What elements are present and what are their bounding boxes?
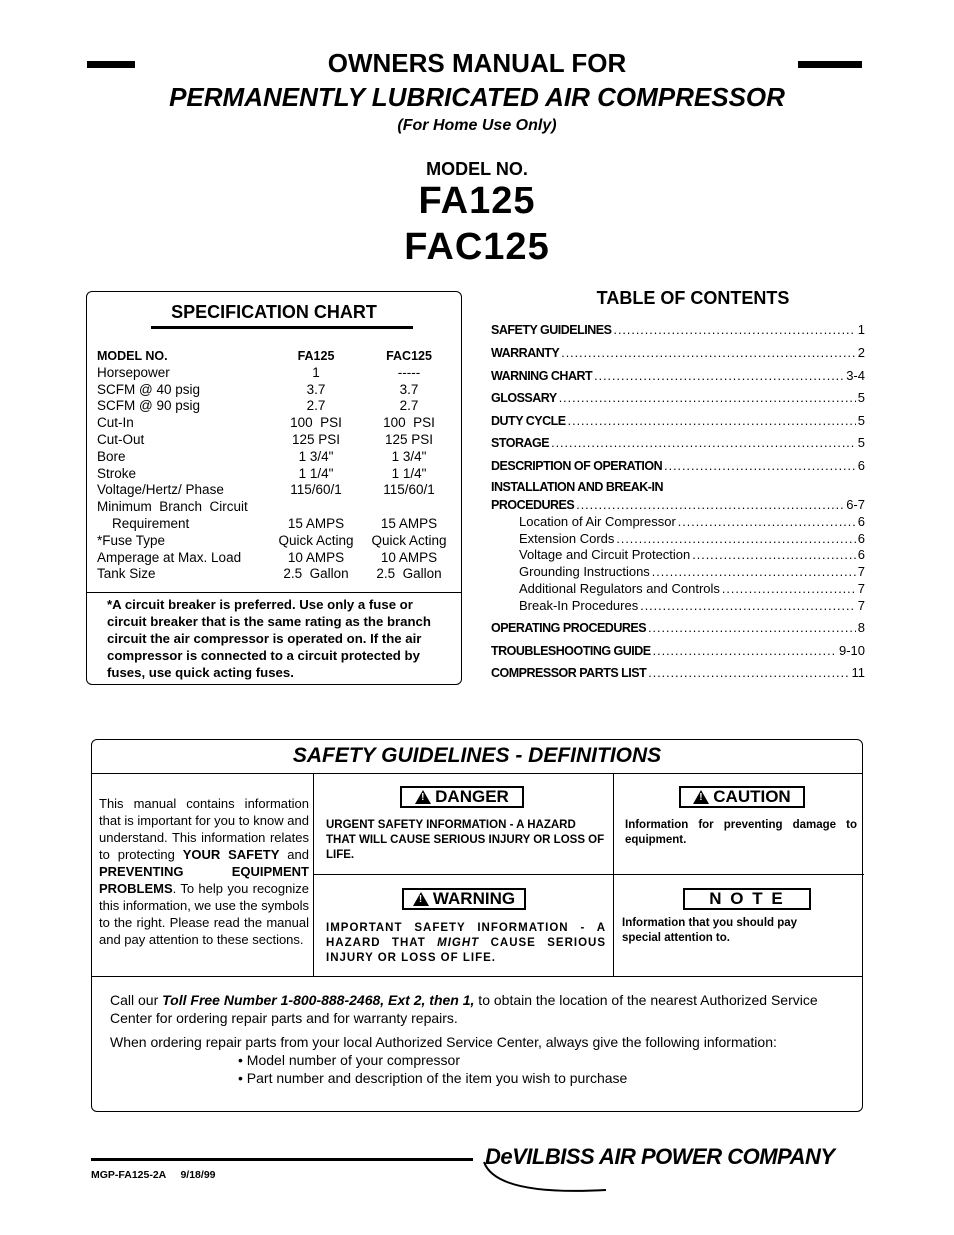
- spec-label: Horsepower: [97, 364, 170, 380]
- toc-label: Break-In Procedures: [519, 598, 639, 613]
- spec-value: 15 AMPS: [287, 515, 345, 531]
- toc-page: 6-7: [846, 497, 865, 512]
- company-logo: DeVILBISS AIR POWER COMPANY: [485, 1144, 835, 1169]
- toc-label: PROCEDURES: [491, 498, 575, 512]
- toc-leader: [551, 436, 856, 450]
- toc-label: TROUBLESHOOTING GUIDE: [491, 644, 651, 658]
- toc-leader: [576, 498, 844, 512]
- footer-rule: [91, 1158, 473, 1161]
- spec-value: 1 1/4": [391, 465, 427, 481]
- spec-label: Minimum Branch Circuit: [97, 499, 248, 515]
- divider: [313, 874, 864, 875]
- toc-entry: [519, 598, 865, 614]
- spec-row: [97, 516, 453, 533]
- warning-text: IMPORTANT SAFETY INFORMATION - A HAZARD THAT MIGHT CAUSE SERIOUS INJURY OR LOSS OF LIFE.: [326, 922, 606, 964]
- logo-swoosh: [476, 1160, 616, 1200]
- spec-value: 10 AMPS: [287, 549, 345, 565]
- toc-page: 3-4: [846, 368, 865, 383]
- spec-row: [97, 466, 453, 483]
- spec-row: [97, 398, 453, 415]
- spec-label: Cut-Out: [97, 431, 145, 447]
- toc-label: GLOSSARY: [491, 391, 557, 405]
- spec-value: 1 3/4": [298, 448, 334, 464]
- spec-label: Voltage/Hertz/ Phase: [97, 482, 224, 498]
- toc-entry: [491, 643, 865, 659]
- spec-label: Cut-In: [97, 415, 134, 431]
- toc-page: 5: [857, 413, 865, 428]
- toc-leader: [559, 391, 856, 405]
- spec-value: 1 1/4": [298, 465, 334, 481]
- spec-value: 115/60/1: [290, 482, 342, 498]
- spec-value: Quick Acting: [278, 532, 354, 548]
- toc-entry: [491, 497, 865, 513]
- spec-row: [97, 566, 453, 583]
- specification-chart: [86, 291, 462, 685]
- spec-divider: [87, 592, 461, 593]
- spec-value: FA125: [297, 349, 335, 363]
- divider: [92, 976, 862, 977]
- toc-leader: [561, 346, 856, 360]
- toc-label: WARNING CHART: [491, 369, 593, 383]
- toc-entry: [491, 368, 865, 384]
- toc-title: TABLE OF CONTENTS: [596, 288, 790, 308]
- spec-row: [97, 432, 453, 449]
- spec-value: 115/60/1: [383, 482, 435, 498]
- toc-page: 8: [857, 620, 865, 635]
- spec-row: [97, 382, 453, 399]
- spec-row: [97, 482, 453, 499]
- toc-entry: [519, 581, 865, 597]
- toc-entry: [519, 547, 865, 563]
- title-line1: OWNERS MANUAL FOR: [327, 48, 627, 78]
- warning-triangle-icon: [413, 892, 429, 906]
- toc-entry: [491, 322, 865, 338]
- toc-label: DESCRIPTION OF OPERATION: [491, 459, 663, 473]
- model-number-2: FAC125: [404, 226, 550, 268]
- spec-value: 3.7: [306, 381, 326, 397]
- toc-leader: [722, 582, 856, 596]
- toc-leader: [678, 515, 856, 529]
- divider: [92, 773, 862, 774]
- spec-row: [97, 449, 453, 466]
- toc-entry: [519, 564, 865, 580]
- document-code: MGP-FA125-2A 9/18/99: [91, 1169, 216, 1181]
- toc-label: Voltage and Circuit Protection: [519, 547, 691, 562]
- spec-label: Tank Size: [97, 566, 156, 582]
- spec-label: SCFM @ 90 psig: [97, 398, 200, 414]
- safety-intro: This manual contains information that is important for you to know and understand. This information relates to protecting YOUR SAFETY and PREVENTING EQUIPMENT PROBLEMS. To help you recognize this information, we use the symbols to the right. Please read the manual and pay attention to these sections.: [99, 796, 309, 947]
- toc-leader: [664, 459, 856, 473]
- toc-entry: [519, 531, 865, 547]
- spec-label: SCFM @ 40 psig: [97, 381, 200, 397]
- toc-entry: [491, 480, 865, 496]
- spec-value: 125 PSI: [291, 431, 341, 447]
- spec-label: MODEL NO.: [97, 349, 168, 363]
- spec-label: Requirement: [97, 515, 190, 531]
- spec-value: FAC125: [386, 349, 432, 363]
- caution-text: Information for preventing damage to equipment.: [625, 819, 857, 846]
- note-label: N O T E: [709, 889, 785, 908]
- toc-label: SAFETY GUIDELINES: [491, 323, 612, 337]
- toc-leader: [648, 666, 849, 680]
- toc-label: Extension Cords: [519, 531, 615, 546]
- toc-entry: [491, 413, 865, 429]
- toc-label: STORAGE: [491, 436, 550, 450]
- spec-value: [267, 499, 365, 516]
- spec-value: [365, 499, 453, 516]
- spec-value: 2.5 Gallon: [376, 566, 442, 582]
- toc-leader: [568, 414, 856, 428]
- spec-row: [97, 365, 453, 382]
- spec-table: [97, 348, 453, 583]
- toc-label: Location of Air Compressor: [519, 514, 676, 529]
- toc-label: WARRANTY: [491, 346, 560, 360]
- spec-row: [97, 533, 453, 550]
- toc-page: 5: [857, 435, 865, 450]
- toc-page: 6: [857, 547, 865, 562]
- toc-leader: [616, 532, 855, 546]
- toc-leader: [594, 369, 844, 383]
- toc-entry: [491, 458, 865, 474]
- list-item: • Part number and description of the item you wish to purchase: [238, 1070, 628, 1086]
- caution-label-box: [679, 786, 805, 808]
- list-item: • Model number of your compressor: [238, 1052, 460, 1068]
- warning-triangle-icon: [415, 790, 431, 804]
- toc-entry: [491, 435, 865, 451]
- danger-label-box: [400, 786, 524, 808]
- spec-label: Bore: [97, 448, 126, 464]
- toc-label: Grounding Instructions: [519, 564, 650, 579]
- toc-page: 2: [857, 345, 865, 360]
- note-text: Information that you should pay special attention to.: [622, 917, 798, 944]
- warning-triangle-icon: [693, 790, 709, 804]
- toc-label: COMPRESSOR PARTS LIST: [491, 666, 647, 680]
- toc-page: 7: [857, 598, 865, 613]
- toc-page: 9-10: [838, 643, 865, 658]
- toc-entry: [491, 620, 865, 636]
- spec-label: Amperage at Max. Load: [97, 549, 242, 565]
- toc-leader: [692, 548, 855, 562]
- spec-row: [97, 550, 453, 567]
- danger-label: DANGER: [435, 787, 509, 806]
- toc-page: 7: [857, 581, 865, 596]
- spec-title-underline: [151, 326, 413, 329]
- spec-row: [97, 499, 453, 516]
- toc-leader: [653, 644, 837, 658]
- toc-label: OPERATING PROCEDURES: [491, 621, 647, 635]
- spec-value: 100 PSI: [290, 415, 342, 431]
- safety-title: SAFETY GUIDELINES - DEFINITIONS: [292, 744, 662, 767]
- note-label-box: [683, 888, 811, 910]
- toc-page: 11: [851, 665, 865, 680]
- toc-page: 6: [857, 458, 865, 473]
- toc-page: 7: [857, 564, 865, 579]
- toc-leader: [613, 323, 855, 337]
- toc-leader: [640, 599, 856, 613]
- spec-label: *Fuse Type: [97, 532, 166, 548]
- toc-entry: [491, 665, 865, 681]
- spec-value: -----: [397, 364, 421, 380]
- toc-page: 1: [857, 322, 865, 337]
- toc-entry: [519, 514, 865, 530]
- toc-page: 5: [857, 390, 865, 405]
- spec-value: 1: [312, 364, 320, 380]
- subtitle: (For Home Use Only): [397, 117, 557, 134]
- model-number-1: FA125: [418, 180, 536, 222]
- spec-row: [97, 415, 453, 432]
- toc-label: INSTALLATION AND BREAK-IN: [491, 480, 663, 494]
- spec-value: 125 PSI: [384, 431, 434, 447]
- spec-value: 3.7: [399, 381, 419, 397]
- danger-text: URGENT SAFETY INFORMATION - A HAZARD THAT WILL CAUSE SERIOUS INJURY OR LOSS OF LIFE.: [326, 819, 605, 861]
- spec-value: 2.5 Gallon: [283, 566, 349, 582]
- warning-label: WARNING: [432, 889, 516, 908]
- toc-leader: [652, 565, 856, 579]
- title-line2: PERMANENTLY LUBRICATED AIR COMPRESSOR: [169, 82, 785, 112]
- spec-value: 15 AMPS: [380, 515, 438, 531]
- caution-label: CAUTION: [713, 787, 791, 806]
- warning-label-box: [402, 888, 526, 910]
- ordering-info: When ordering repair parts from your local Authorized Service Center, always give the following information:: [110, 1034, 777, 1050]
- spec-title: SPECIFICATION CHART: [171, 302, 377, 322]
- spec-value: 1 3/4": [391, 448, 427, 464]
- spec-value: 2.7: [306, 398, 326, 414]
- toll-free-info: Call our Toll Free Number 1-800-888-2468, Ext 2, then 1, to obtain the location of the nearest Authorized Service Center for ordering repair parts and for warranty repairs.: [110, 992, 818, 1026]
- toc-entry: [491, 345, 865, 361]
- spec-note: *A circuit breaker is preferred. Use only a fuse or circuit breaker that is the same rating as the branch circuit the air compressor is operated on. If the air compressor is connected to a circuit protected by fuses, use quick acting fuses.: [107, 597, 431, 680]
- spec-value: 2.7: [399, 398, 419, 414]
- spec-label: Stroke: [97, 465, 137, 481]
- spec-value: 100 PSI: [383, 415, 435, 431]
- toc-page: 6: [857, 531, 865, 546]
- toc-entry: [491, 390, 865, 406]
- spec-header-row: [97, 348, 453, 365]
- toc-label: DUTY CYCLE: [491, 414, 566, 428]
- spec-value: Quick Acting: [371, 532, 447, 548]
- toc-leader: [648, 621, 856, 635]
- model-label: MODEL NO.: [426, 159, 528, 179]
- safety-guidelines-box: [91, 739, 863, 1112]
- toc-label: Additional Regulators and Controls: [519, 581, 720, 596]
- spec-value: 10 AMPS: [380, 549, 438, 565]
- toc-page: 6: [857, 514, 865, 529]
